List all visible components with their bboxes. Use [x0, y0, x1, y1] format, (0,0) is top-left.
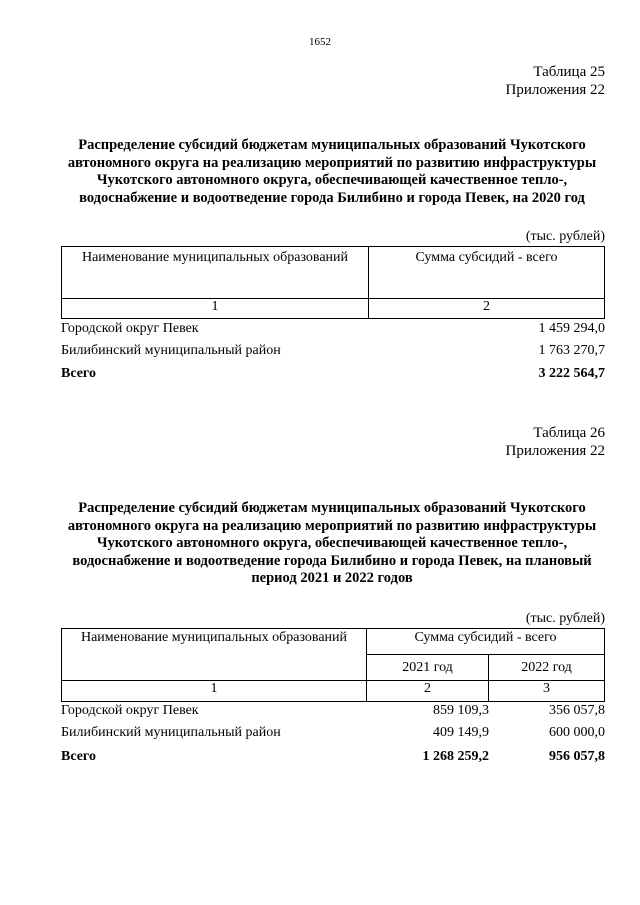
table25-header-name: Наименование муниципальных образований	[62, 247, 369, 299]
total-row	[61, 362, 605, 386]
table26-body	[61, 700, 605, 770]
row-name: Билибинский муниципальный район	[61, 343, 281, 358]
row-value-2022: 600 000,0	[549, 725, 605, 740]
table26-header-sum: Сумма субсидий - всего	[367, 629, 605, 655]
total-value: 3 222 564,7	[538, 366, 605, 381]
row-value-2022: 356 057,8	[549, 703, 605, 718]
table25-colnum-1: 1	[62, 299, 369, 319]
table26-label: Таблица 26	[533, 425, 605, 441]
table26-header-2021: 2021 год	[367, 655, 489, 681]
page-number: 1652	[309, 36, 331, 48]
table25-title: Распределение субсидий бюджетам муниципальных образований Чукотского автономного округа на реализацию мероприятий по развитию инфраструктуры Чукотского автономного округа, обеспечивающей качественное тепло-, водоснабжение и водоотведение города Билибино и города Певек, на 2020 год	[67, 137, 597, 206]
table25-units: (тыс. рублей)	[525, 229, 605, 244]
table25-header	[61, 246, 605, 319]
table25-appendix: Приложения 22	[505, 82, 605, 98]
table25-colnum-2: 2	[369, 299, 605, 319]
total-label: Всего	[61, 366, 96, 381]
table-row	[61, 722, 605, 744]
row-value: 1 763 270,7	[538, 343, 605, 358]
table26-caption	[506, 424, 606, 460]
table26-header	[61, 628, 605, 702]
total-value-2021: 1 268 259,2	[422, 749, 489, 764]
row-value: 1 459 294,0	[538, 321, 605, 336]
total-value-2022: 956 057,8	[549, 749, 605, 764]
table26-header-name: Наименование муниципальных образований	[62, 629, 367, 681]
total-label: Всего	[61, 749, 96, 764]
table25-label: Таблица 25	[533, 64, 605, 80]
row-name: Городской округ Певек	[61, 703, 199, 718]
table26-units: (тыс. рублей)	[525, 611, 605, 626]
table26-colnum-3: 3	[489, 681, 605, 702]
table26-title: Распределение субсидий бюджетам муниципальных образований Чукотского автономного округа на реализацию мероприятий по развитию инфраструктуры Чукотского автономного округа, обеспечивающей качественное тепло-, водоснабжение и водоотведение города Билибино и города Певек, на плановый период 2021 и 2022 годов	[67, 500, 597, 586]
row-value-2021: 859 109,3	[433, 703, 489, 718]
table25-header-sum: Сумма субсидий - всего	[369, 247, 605, 299]
row-name: Билибинский муниципальный район	[61, 725, 281, 740]
table26-colnum-2: 2	[367, 681, 489, 702]
total-row	[61, 744, 605, 770]
table26-header-2022: 2022 год	[489, 655, 605, 681]
table-row	[61, 340, 605, 362]
table25-body	[61, 318, 605, 386]
row-value-2021: 409 149,9	[433, 725, 489, 740]
table25-caption	[506, 63, 606, 99]
table26-colnum-1: 1	[62, 681, 367, 702]
table-row	[61, 318, 605, 340]
table-row	[61, 700, 605, 722]
row-name: Городской округ Певек	[61, 321, 199, 336]
table26-appendix: Приложения 22	[505, 443, 605, 459]
